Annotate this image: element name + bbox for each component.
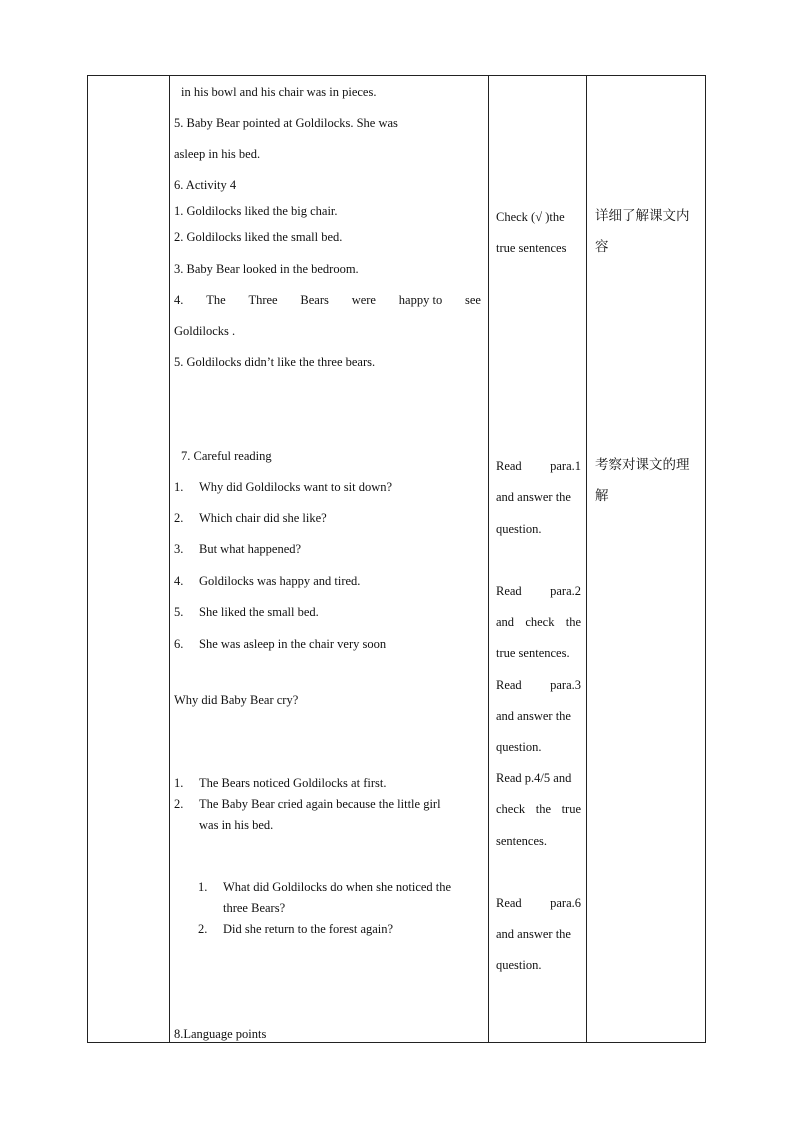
activity-text: sentences. — [496, 834, 548, 848]
section-heading: 7. Careful reading — [181, 449, 272, 463]
activity-text: true sentences. — [496, 646, 570, 660]
activity-text: Read p.4/5 and — [496, 771, 572, 785]
column-divider — [169, 76, 170, 1042]
list-item: 1. Why did Goldilocks want to sit down? — [174, 480, 393, 494]
activity-text: true sentences — [496, 241, 567, 255]
list-item: 2. The Baby Bear cried again because the little girl — [174, 797, 441, 811]
content-line: 5. Baby Bear pointed at Goldilocks. She was — [174, 116, 398, 130]
activity-item: 2. Goldilocks liked the small bed. — [174, 230, 343, 244]
list-item: 6. She was asleep in the chair very soon — [174, 637, 387, 651]
activity-text: check the true — [496, 802, 581, 816]
activity-text: Read para.6 — [496, 896, 581, 910]
activity-text: question. — [496, 740, 542, 754]
question: Why did Baby Bear cry? — [174, 693, 299, 707]
activity-item: 4. The Three Bears were happy to see — [174, 293, 481, 307]
activity-text: Read para.1 — [496, 459, 581, 473]
purpose-text: 详细了解课文内 — [595, 208, 690, 224]
list-item: three Bears? — [223, 901, 286, 915]
list-item: 5. She liked the small bed. — [174, 605, 319, 619]
activity-text: and answer the — [496, 927, 571, 941]
purpose-text: 考察对课文的理 — [595, 457, 690, 473]
list-item: 1. What did Goldilocks do when she noticed the — [198, 880, 452, 894]
content-line: in his bowl and his chair was in pieces. — [181, 85, 377, 99]
list-item: 2. Which chair did she like? — [174, 511, 327, 525]
activity-text: and check the — [496, 615, 581, 629]
list-item: was in his bed. — [199, 818, 274, 832]
activity-text: question. — [496, 958, 542, 972]
content-line: asleep in his bed. — [174, 147, 261, 161]
activity-text: Read para.3 — [496, 678, 581, 692]
list-item: 1. The Bears noticed Goldilocks at first. — [174, 776, 387, 790]
column-divider — [488, 76, 489, 1042]
column-divider — [586, 76, 587, 1042]
activity-text: Check (√ )the — [496, 210, 565, 224]
section-heading: 8.Language points — [174, 1027, 267, 1041]
activity-item: 5. Goldilocks didn’t like the three bears. — [174, 355, 376, 369]
activity-text: and answer the — [496, 709, 571, 723]
activity-text: and answer the — [496, 490, 571, 504]
activity-text: question. — [496, 522, 542, 536]
section-heading: 6. Activity 4 — [174, 178, 237, 192]
list-item: 3. But what happened? — [174, 542, 302, 556]
activity-text: Read para.2 — [496, 584, 581, 598]
activity-item: Goldilocks . — [174, 324, 236, 338]
list-item: 4. Goldilocks was happy and tired. — [174, 574, 361, 588]
activity-item: 3. Baby Bear looked in the bedroom. — [174, 262, 359, 276]
purpose-text: 解 — [595, 488, 609, 504]
activity-item: 1. Goldilocks liked the big chair. — [174, 204, 338, 218]
list-item: 2. Did she return to the forest again? — [198, 922, 394, 936]
purpose-text: 容 — [595, 239, 609, 255]
